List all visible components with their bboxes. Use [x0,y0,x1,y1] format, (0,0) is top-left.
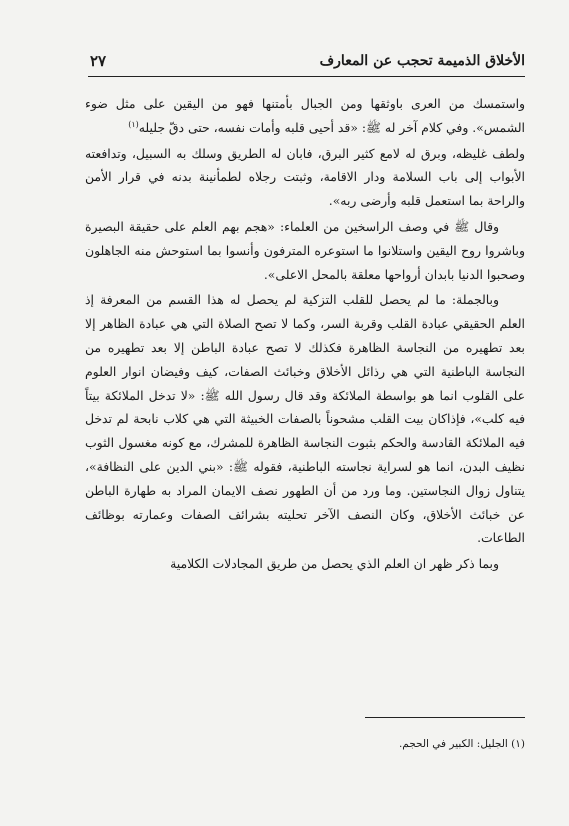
paragraph: واستمسك من العرى باوثقها ومن الجبال بأمتنها فهو من اليقين على مثل ضوء الشمس». وفي كلام آخر له ﷺ: «قد أحيى قلبه وأمات نفسه، حتى دقّ جليله$^{(١)}$ [85,96,525,135]
running-title: الأخلاق الذميمة تحجب عن المعارف [319,53,525,69]
paragraph: ولطف غليظه، وبرق له لامع كثير البرق، فابان له الطريق وسلك به السبيل، وتدافعته الأبواب إلى باب السلامة ودار الاقامة، وثبتت رجلاه لطمأنينة بدنه في قرار الأمن والراحة بما استعمل قلبه وأرضى ربه». [85,145,525,209]
main-text [85,92,525,578]
page-number: ٢٧ [90,52,107,70]
paragraph: وقال ﷺ في وصف الراسخين من العلماء: «هجم بهم العلم على حقيقة البصيرة وباشروا روح اليقين واستلانوا ما استوعره المترفون وأنسوا بما استوحش منه الجاهلون وصحبوا الدنيا بابدان أرواحها معلقة بالمحل الاعلى». [85,218,525,282]
footnote: (١) الجليل: الكبير في الحجم. [398,738,525,750]
paragraph: وبما ذكر ظهر ان العلم الذي يحصل من طريق المجادلات الكلامية [170,556,499,572]
footnote-divider [365,717,525,718]
paragraph: وبالجملة: ما لم يحصل للقلب التزكية لم يحصل له هذا القسم من المعرفة إذ العلم الحقيقي عبادة القلب وقربة السر، وكما لا تصح الصلاة التي هي عبادة الظاهر إلا بعد تطهيره من النجاسة الظاهرة فكذلك لا تصح عبادة الباطن إلا بعد تطهيره من النجاسة الباطنية التي هي رذائل الأخلاق وخبائث الصفات، كيف وفيضان انوار العلوم على القلوب انما هو بواسطة الملائكة وقد قال رسول الله ﷺ: «لا تدخل الملائكة بيتاً فيه كلب»، فإذاكان بيت القلب مشحوناً بالصفات الخبيثة التي هي كلاب نابحة لم تدخل فيه الملائكة القادسة والحكم بثبوت النجاسة الظاهرة للمشرك، مع كونه مغسول الثوب نظيف البدن، انما هو لسراية نجاسته الباطنية، فقوله ﷺ: «بني الدين على النظافة»، يتناول زوال النجاستين. وما ورد من أن الطهور نصف الايمان المراد به طهارة الباطن عن خبائث الأخلاق، وكان النصف الآخر تحليته بشرائف الصفات وعمارته بوظائف الطاعات. [85,292,525,546]
running-header [88,50,525,77]
footnote-marker: (١) [128,119,139,129]
